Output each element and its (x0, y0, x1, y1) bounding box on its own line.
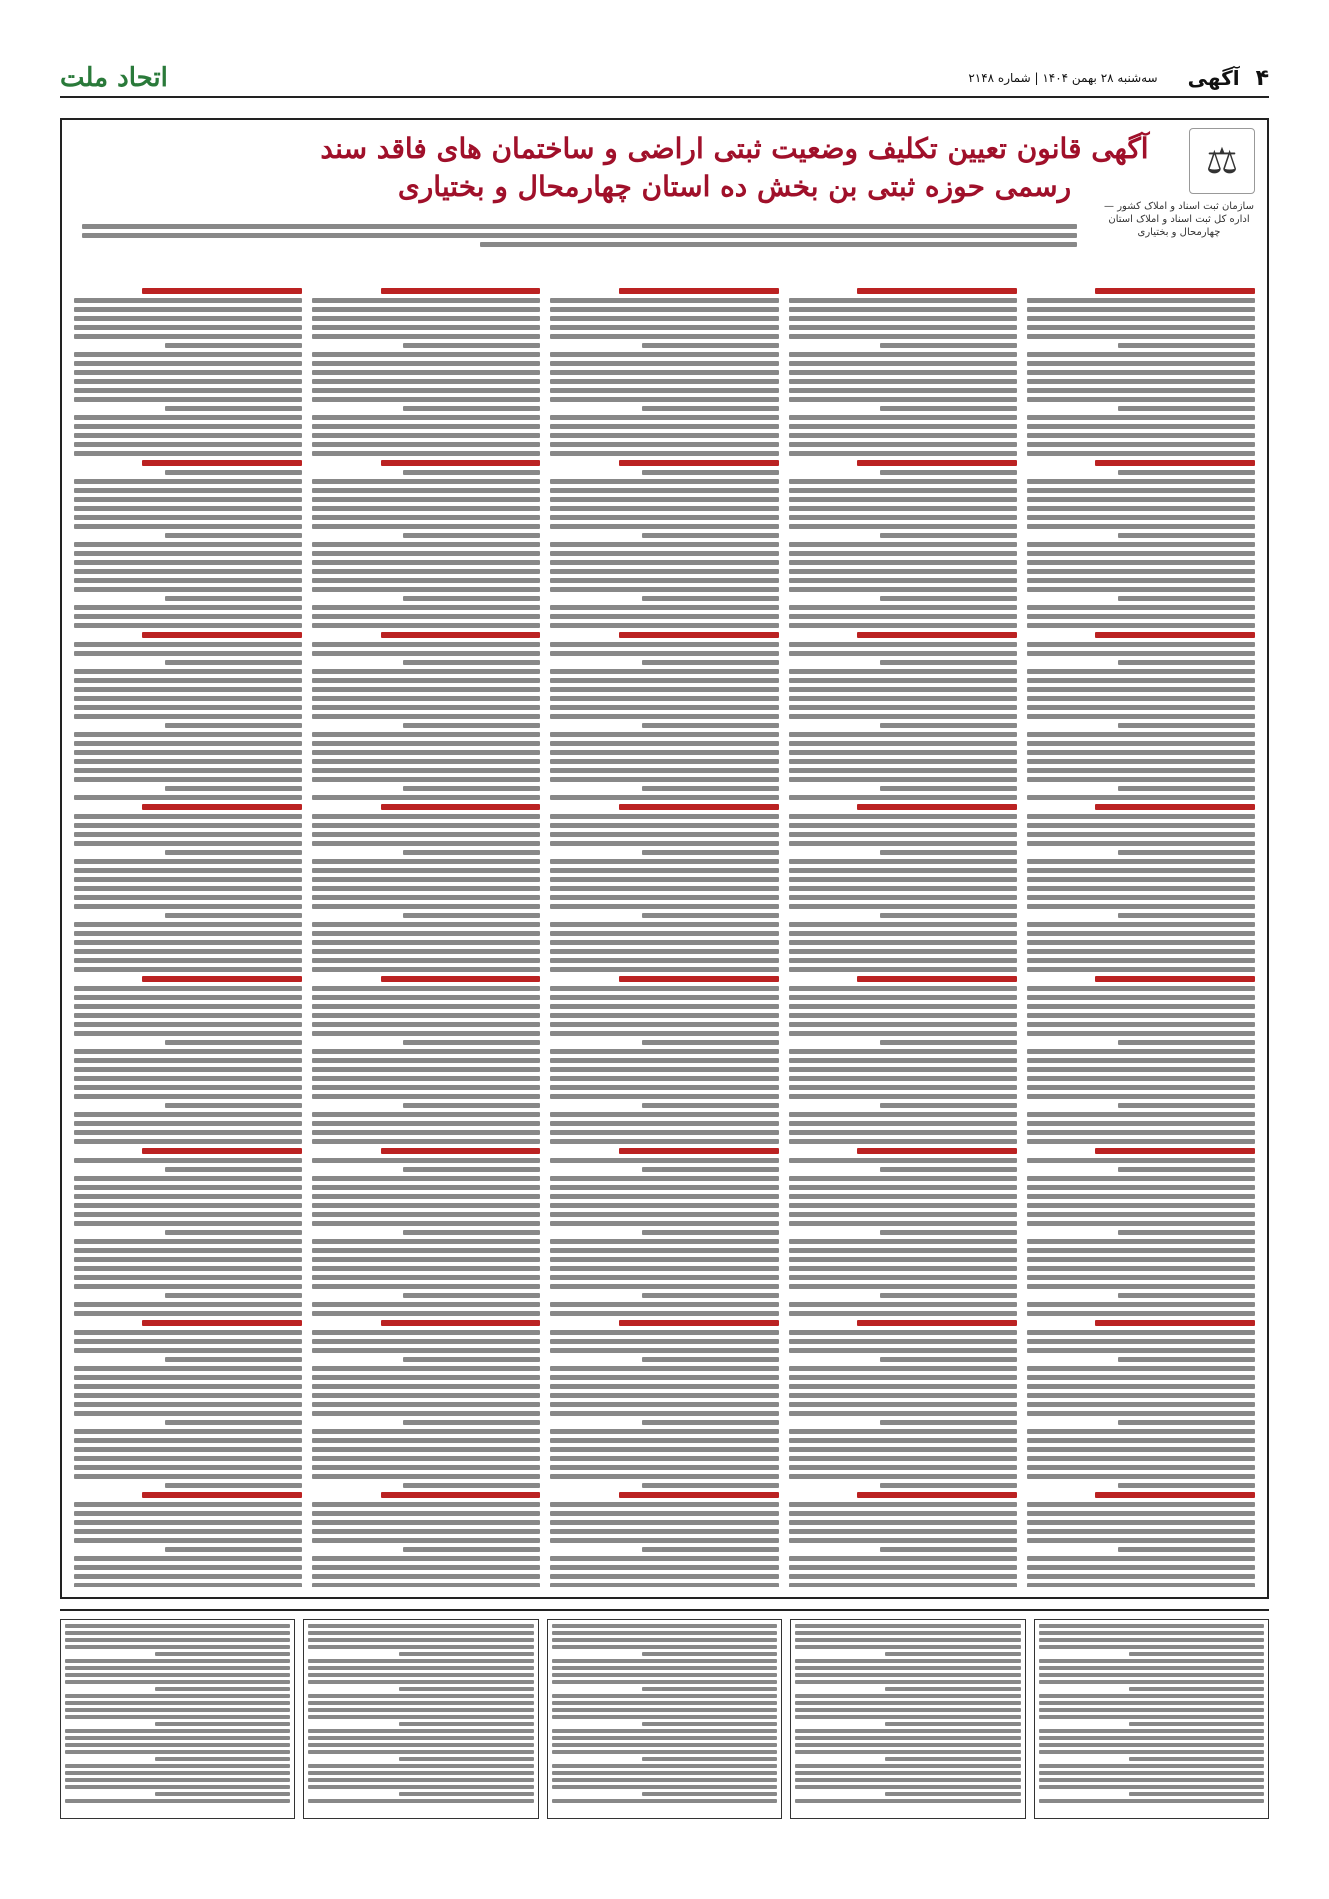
notice-column (74, 288, 302, 1587)
classified-ad-box (547, 1619, 782, 1819)
issue-meta: سه‌شنبه ۲۸ بهمن ۱۴۰۴ | شماره ۲۱۴۸ (968, 71, 1158, 85)
notice-column (550, 288, 778, 1587)
section-tag: آگهی (1187, 66, 1240, 90)
notice-columns (74, 288, 1255, 1587)
masthead (60, 60, 1269, 98)
notice-column (1027, 288, 1255, 1587)
notice-column (312, 288, 540, 1587)
notice-column (789, 288, 1017, 1587)
page-number: ۴ (1255, 65, 1269, 91)
legal-notice (60, 118, 1269, 1599)
classified-ad-box (60, 1619, 295, 1819)
classified-ad-box (790, 1619, 1025, 1819)
newspaper-logo: اتحاد ملت (60, 63, 168, 93)
org-label: سازمان ثبت اسناد و املاک کشور — اداره کل ثبت اسناد و املاک استان چهارمحال و بختیاری (1104, 201, 1254, 238)
notice-headline: آگهی قانون تعیین تکلیف وضعیت ثبتی اراضی و ساختمان های فاقد سند رسمی حوزه ثبتی بن بخش ده استان چهارمحال و بختیاری (320, 132, 1149, 203)
classified-ad-box (303, 1619, 538, 1819)
classified-ad-box (1034, 1619, 1269, 1819)
judiciary-emblem-icon: ⚖ (1189, 128, 1255, 194)
notice-lead (82, 224, 1077, 251)
classified-ads (60, 1609, 1269, 1819)
